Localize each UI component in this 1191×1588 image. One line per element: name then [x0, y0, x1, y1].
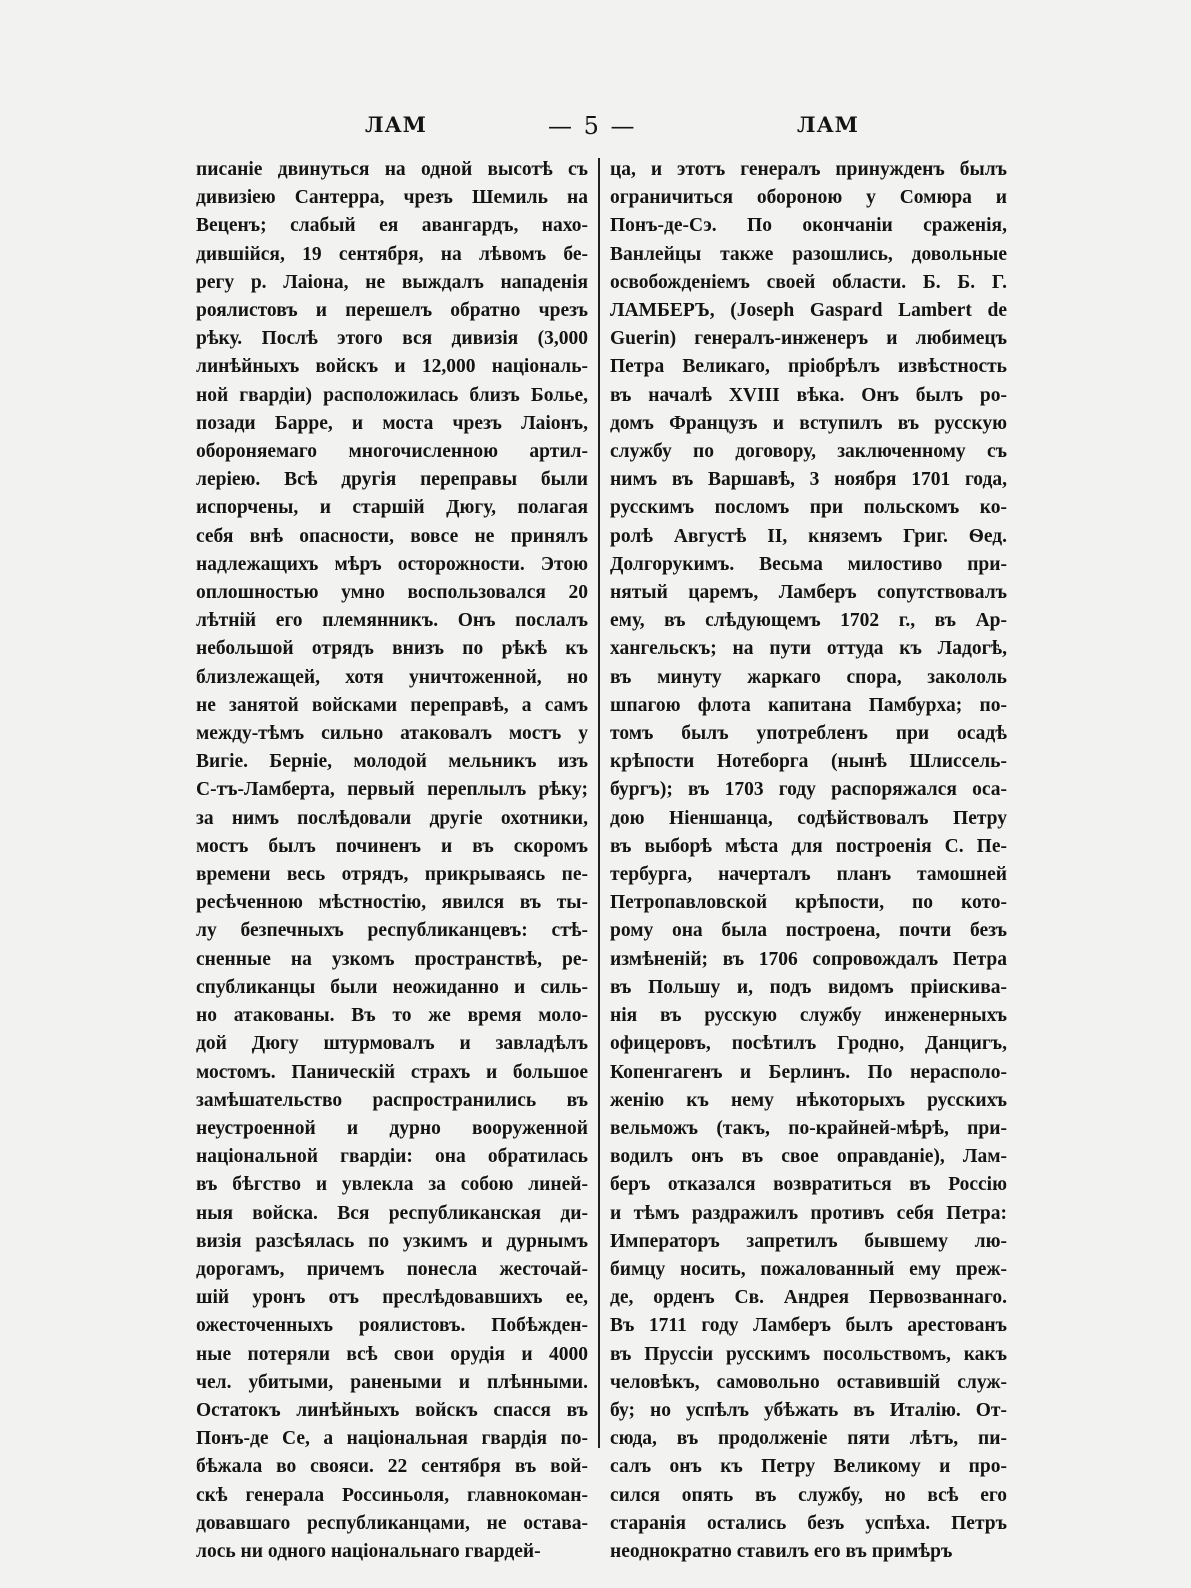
text-line: нимъ въ Варшавѣ, 3 ноября 1701 года, [610, 469, 1007, 491]
text-line: русскимъ посломъ при польскомъ ко- [610, 497, 1007, 519]
text-line: ныя войска. Вся республиканская ди- [196, 1202, 588, 1224]
text-line: писаніе двинуться на одной высотѣ съ [196, 159, 588, 180]
text-line: шпагою флота капитана Памбурха; по- [610, 694, 1007, 716]
text-line: визія разсѣялась по узкимъ и дурнымъ [196, 1230, 588, 1252]
text-line: Понъ-де Се, а національная гвардія по- [196, 1428, 588, 1450]
text-line: позади Барре, и моста чрезъ Лаіонъ, [196, 412, 588, 434]
text-line: Въ 1711 году Ламберъ былъ арестованъ [610, 1315, 1007, 1337]
text-line: довавшаго республиканцами, не остава- [196, 1512, 588, 1534]
text-line: мостомъ. Паническій страхъ и большое [196, 1061, 588, 1083]
text-line: замѣшательство распространились въ [196, 1089, 588, 1111]
text-line: неоднократно ставилъ его въ примѣръ [610, 1540, 953, 1562]
text-line: рѣку. Послѣ этого вся дивизія (3,000 [196, 328, 588, 350]
text-line: бѣжала во свояси. 22 сентября въ вой- [196, 1456, 588, 1478]
text-line: ролѣ Августѣ II, княземъ Григ. Ѳед. [610, 525, 1007, 547]
text-line: тербурга, начерталъ планъ тамошней [610, 864, 1007, 886]
text-line: испорчены, и старшій Дюгу, полагая [196, 497, 588, 519]
text-line: себя внѣ опасности, вовсе не принялъ [196, 525, 588, 547]
text-line: дой Дюгу штурмовалъ и завладѣлъ [196, 1033, 588, 1055]
text-line: скѣ генерала Россиньоля, главнокоман- [196, 1484, 588, 1506]
text-line: Вигіе. Берніе, молодой мельникъ изъ [196, 751, 588, 773]
text-line: мостъ былъ починенъ и въ скоромъ [196, 835, 588, 857]
text-line: женію къ нему нѣкоторыхъ русскихъ [610, 1089, 1007, 1111]
text-line: и тѣмъ раздражилъ противъ себя Петра: [610, 1202, 1007, 1224]
text-line: ожесточенныхъ роялистовъ. Побѣжден- [196, 1315, 588, 1337]
text-line: лу безпечныхъ республиканцевъ: стѣ- [196, 920, 588, 942]
text-line: крѣпости Нотеборга (нынѣ Шлиссель- [610, 751, 1007, 773]
text-line: Понъ-де-Сэ. По окончаніи сраженія, [610, 215, 1007, 237]
text-line: регу р. Лаіона, не выждалъ нападенія [196, 271, 588, 293]
text-line: беръ отказался возвратиться въ Россію [610, 1174, 1007, 1196]
text-line: въ выборѣ мѣста для построенія С. Пе- [610, 835, 1007, 857]
text-line: въ Пруссіи русскимъ посольствомъ, какъ [610, 1343, 1007, 1365]
text-line: обороняемаго многочисленною артил- [196, 441, 588, 463]
text-line: леріею. Всѣ другія переправы были [196, 469, 588, 491]
text-line: неустроенной и дурно вооруженной [196, 1117, 588, 1139]
running-head-right: ЛАМ [797, 112, 859, 137]
text-line: шій уронъ отъ преслѣдовавшихъ ее, [196, 1287, 588, 1309]
text-line: между-тѣмъ сильно атаковалъ мостъ у [196, 723, 588, 745]
text-line: лѣтній его племянникъ. Онъ послалъ [196, 610, 588, 632]
right-column [610, 156, 1007, 1566]
text-line: сненные на узкомъ пространствѣ, ре- [196, 948, 588, 970]
text-line: спубликанцы были неожиданно и силь- [196, 976, 588, 998]
text-line: ограничиться обороною у Сомюра и [610, 187, 1007, 209]
text-line: домъ Французъ и вступилъ въ русскую [610, 412, 1007, 434]
text-line: Долгорукимъ. Весьма милостиво при- [610, 553, 1007, 575]
text-line: дивизіею Сантерра, чрезъ Шемиль на [196, 187, 588, 209]
text-line: Остатокъ линѣйныхъ войскъ спасся въ [196, 1399, 588, 1421]
text-line: Ванлейцы также разошлись, довольные [610, 243, 1007, 265]
text-line: ресѣченною мѣстностію, явился въ ты- [196, 892, 588, 914]
text-line: чел. убитыми, ранеными и плѣнными. [196, 1371, 588, 1393]
text-line: небольшой отрядъ внизъ по рѣкѣ къ [196, 638, 588, 660]
text-line: измѣненій; въ 1706 сопровождалъ Петра [610, 948, 1007, 970]
running-head-left: ЛАМ [365, 112, 427, 137]
left-column [196, 156, 588, 1566]
text-line: Петропавловской крѣпости, по кото- [610, 892, 1007, 914]
text-line: роялистовъ и перешелъ обратно чрезъ [196, 300, 588, 322]
text-line: нятый царемъ, Ламберъ сопутствовалъ [610, 582, 1007, 604]
text-line: бимцу носить, пожалованный ему преж- [610, 1258, 1007, 1280]
page-header [0, 112, 1191, 152]
text-line: въ минуту жаркаго спора, закололь [610, 666, 1007, 688]
text-line: времени весь отрядъ, прикрываясь пе- [196, 864, 588, 886]
text-line: ные потеряли всѣ свои орудія и 4000 [196, 1343, 588, 1365]
text-line: въ Польшу и, подъ видомъ пріискива- [610, 976, 1007, 998]
text-line: рому она была построена, почти безъ [610, 920, 1007, 942]
text-line: де, орденъ Св. Андрея Первозваннаго. [610, 1287, 1007, 1309]
text-line: дившійся, 19 сентября, на лѣвомъ бе- [196, 243, 588, 265]
text-line: близлежащей, хотя уничтоженной, но [196, 666, 588, 688]
text-line: оплошностью умно воспользовался 20 [196, 582, 588, 604]
text-line: сюда, въ продолженіе пяти лѣтъ, пи- [610, 1428, 1007, 1450]
text-line: не занятой войсками переправѣ, а самъ [196, 694, 588, 716]
text-line: лось ни одного національнаго гвардей- [196, 1540, 541, 1562]
text-line: освобожденіемъ своей области. Б. Б. Г. [610, 271, 1007, 293]
text-line: ЛАМБЕРЪ, (Joseph Gaspard Lambert de [610, 300, 1007, 322]
text-line: бу; но успѣлъ убѣжать въ Италію. От- [610, 1399, 1007, 1421]
text-line: дою Ніеншанца, содѣйствовалъ Петру [610, 807, 1007, 829]
text-line: салъ онъ къ Петру Великому и про- [610, 1456, 1007, 1478]
text-line: ца, и этотъ генералъ принужденъ былъ [610, 159, 1007, 180]
text-line: службу по договору, заключенному съ [610, 441, 1007, 463]
page-number: — 5 — [548, 112, 637, 140]
text-line: сился опять въ службу, но всѣ его [610, 1484, 1007, 1506]
text-line: Императоръ запретилъ бывшему лю- [610, 1230, 1007, 1252]
text-line: человѣкъ, самовольно оставившій служ- [610, 1371, 1007, 1393]
text-line: Guerin) генералъ-инженеръ и любимецъ [610, 328, 1007, 350]
column-divider [598, 158, 600, 1448]
text-line: бургъ); въ 1703 году распоряжался оса- [610, 779, 1007, 801]
text-line: Копенгагенъ и Берлинъ. По нерасполо- [610, 1061, 1007, 1083]
text-line: водилъ онъ въ свое оправданіе), Лам- [610, 1146, 1007, 1168]
text-line: надлежащихъ мѣръ осторожности. Этою [196, 553, 588, 575]
text-line: ему, въ слѣдующемъ 1702 г., въ Ар- [610, 610, 1007, 632]
text-line: офицеровъ, посѣтилъ Гродно, Данцигъ, [610, 1033, 1007, 1055]
text-line: Веценъ; слабый ея авангардъ, нахо- [196, 215, 588, 237]
text-line: въ бѣгство и увлекла за собою линей- [196, 1174, 588, 1196]
text-line: старанія остались безъ успѣха. Петръ [610, 1512, 1007, 1534]
text-line: хангельскъ; на пути оттуда къ Ладогѣ, [610, 638, 1007, 660]
text-line: въ началѣ XVIII вѣка. Онъ былъ ро- [610, 384, 1007, 406]
text-line: вельможъ (такъ, по-крайней-мѣрѣ, при- [610, 1117, 1007, 1139]
text-line: томъ былъ употребленъ при осадѣ [610, 723, 1007, 745]
text-line: ной гвардіи) расположилась близъ Болье, [196, 384, 588, 406]
text-line: но атакованы. Въ то же время моло- [196, 1005, 588, 1027]
text-line: Петра Великаго, пріобрѣлъ извѣстность [610, 356, 1007, 378]
text-line: нія въ русскую службу инженерныхъ [610, 1005, 1007, 1027]
text-line: національной гвардіи: она обратилась [196, 1146, 588, 1168]
text-line: С-тъ-Ламберта, первый переплылъ рѣку; [196, 779, 588, 801]
text-line: линѣйныхъ войскъ и 12,000 національ- [196, 356, 588, 378]
text-line: за нимъ послѣдовали другіе охотники, [196, 807, 588, 829]
text-line: дорогамъ, причемъ понесла жесточай- [196, 1258, 588, 1280]
